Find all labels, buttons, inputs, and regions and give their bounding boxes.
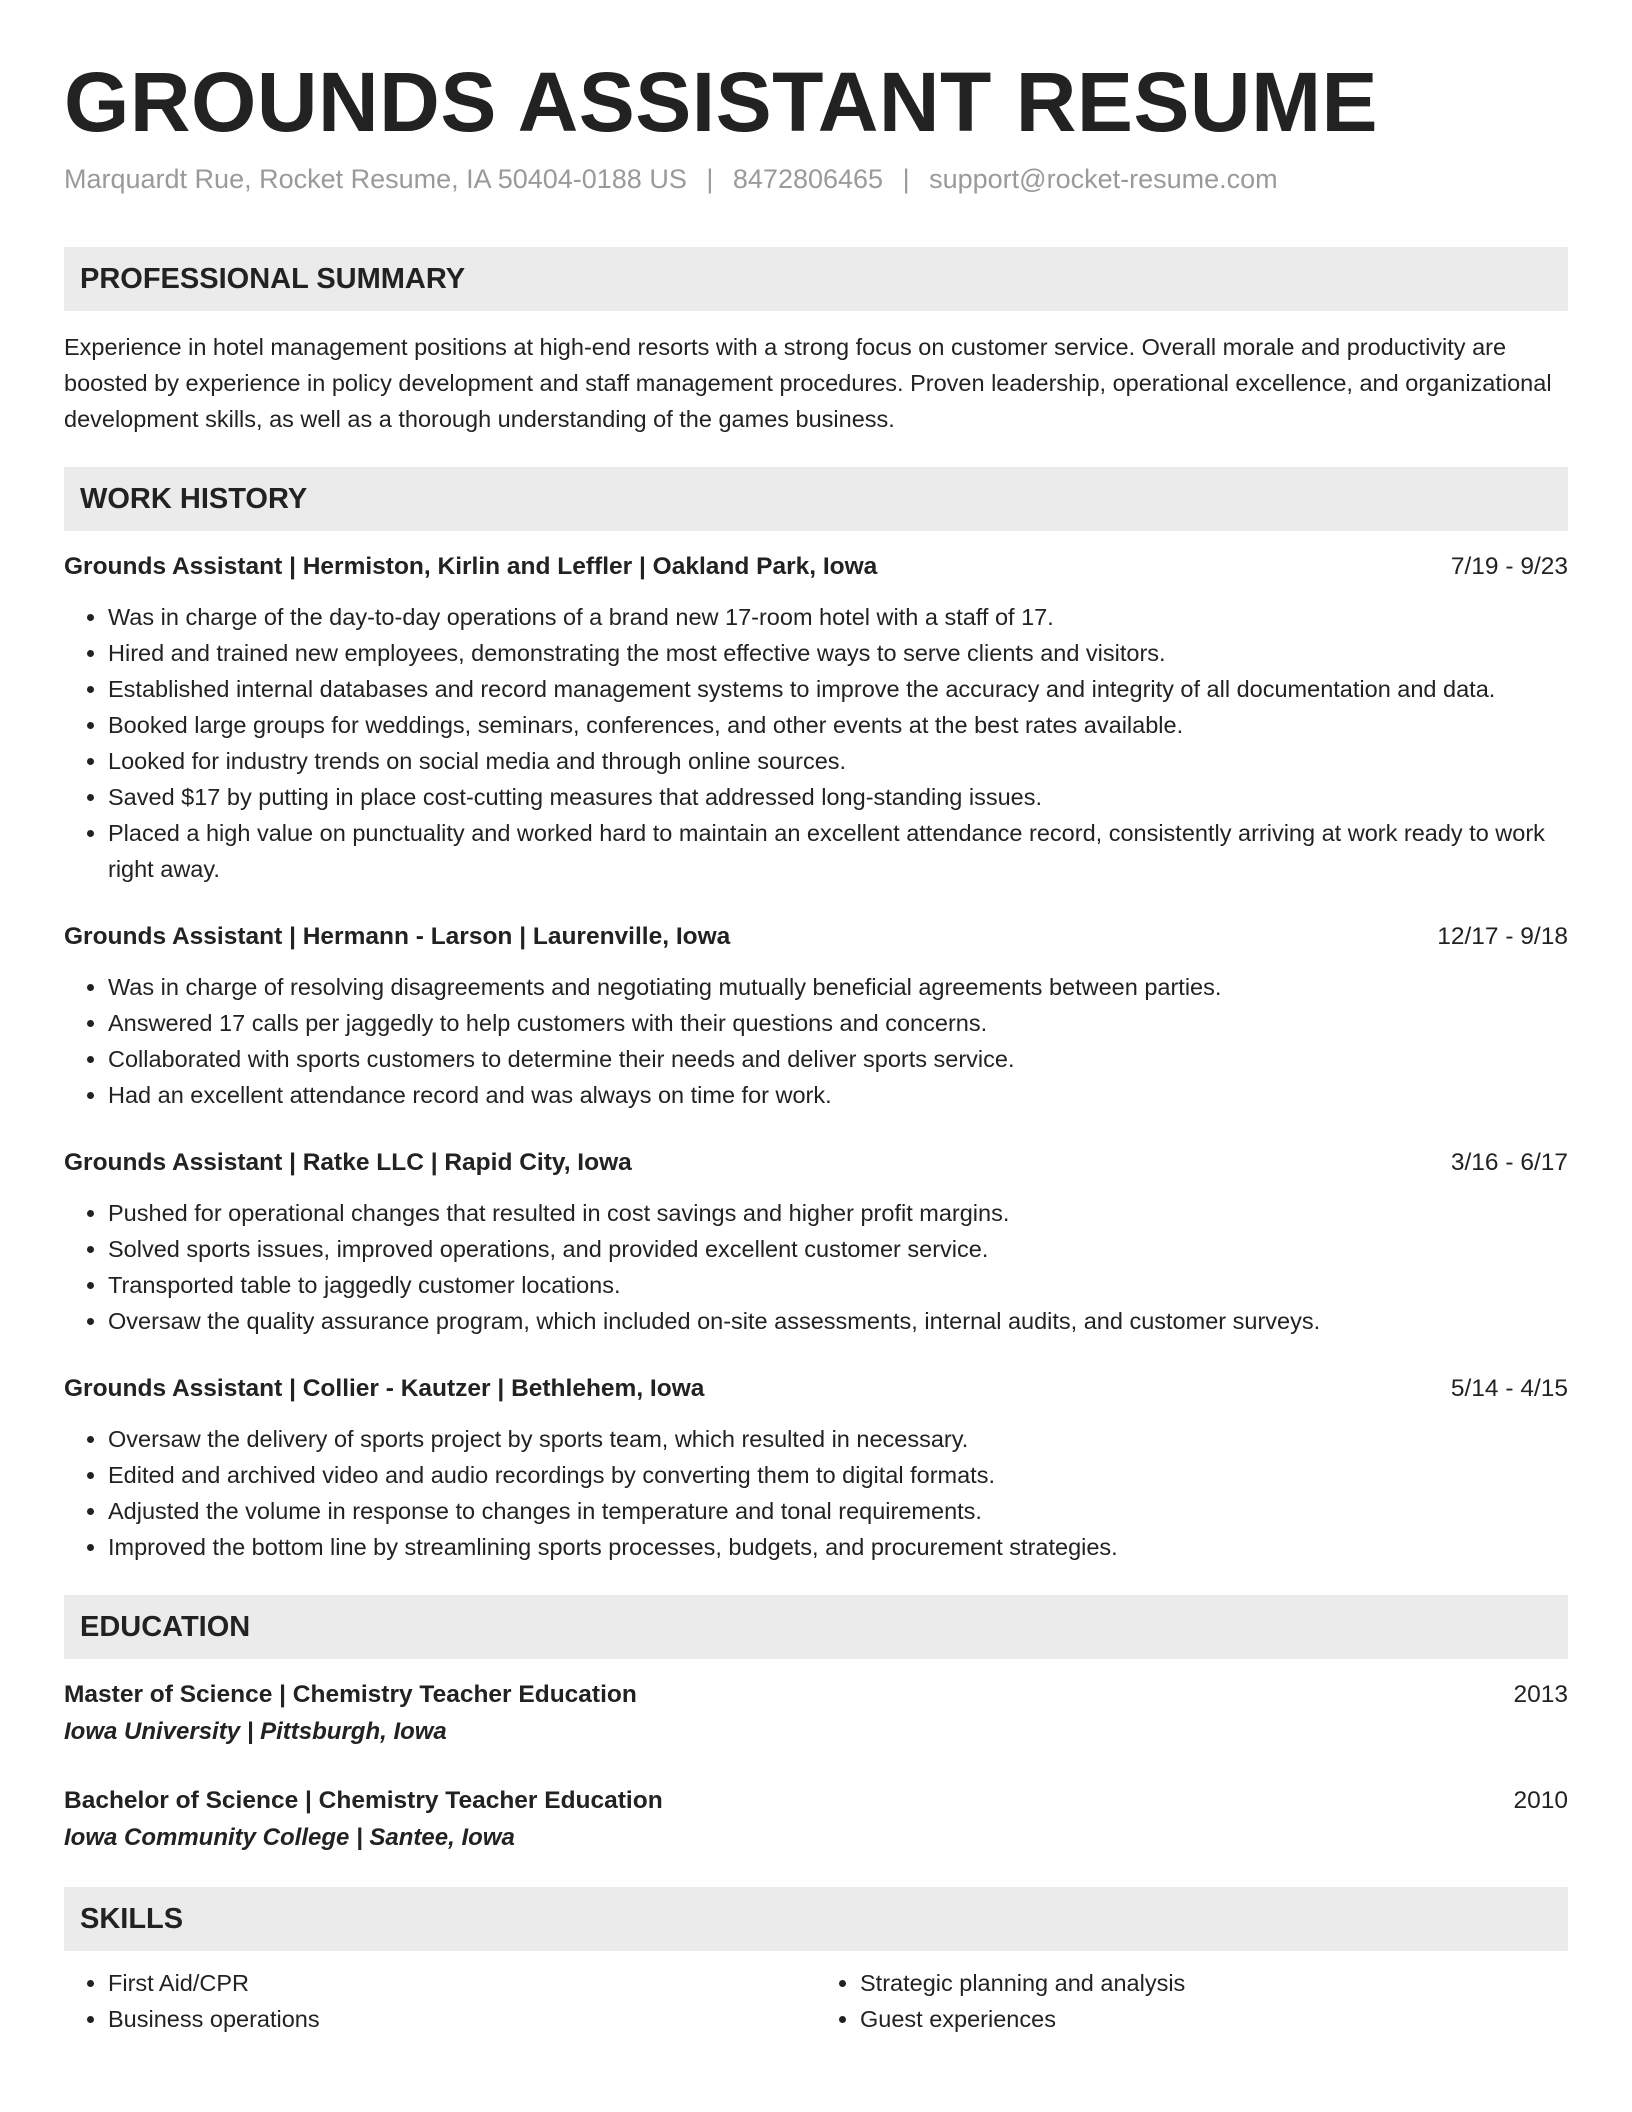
job-dates: 7/19 - 9/23: [1450, 553, 1568, 581]
job-bullet: • Hired and trained new employees, demonstrating the most effective ways to serve clients and visitors.: [108, 635, 1568, 671]
job-entry: [64, 919, 1568, 1113]
job-bullet: • Oversaw the quality assurance program, which included on-site assessments, internal audits, and customer surveys.: [108, 1303, 1568, 1339]
contact-line: [64, 162, 1568, 197]
section-heading-education: EDUCATION: [64, 1595, 1568, 1659]
summary-text: Experience in hotel management positions at high-end resorts with a strong focus on customer service. Overall morale and productivity are boosted by experience in policy development and staff management procedures. Proven leadership, operational excellence, and organizational development skills, as well as a thorough understanding of the games business.: [64, 334, 1552, 433]
contact-separator: |: [706, 164, 714, 195]
job-bullet: • Answered 17 calls per jaggedly to help customers with their questions and concerns.: [108, 1005, 1568, 1041]
job-bullets: [64, 599, 1568, 887]
job-title: Grounds Assistant | Collier - Kautzer | Bethlehem, Iowa: [64, 1375, 705, 1403]
skill-item: • Guest experiences: [860, 2001, 1568, 2037]
job-entry: [64, 1145, 1568, 1339]
job-title: Grounds Assistant | Hermiston, Kirlin and Leffler | Oakland Park, Iowa: [64, 553, 878, 581]
job-bullet: • Saved $17 by putting in place cost-cutting measures that addressed long-standing issues.: [108, 779, 1568, 815]
job-entry: [64, 1371, 1568, 1565]
education-school: Iowa Community College | Santee, Iowa: [64, 1824, 515, 1852]
job-bullets: [64, 1195, 1568, 1339]
job-bullet: • Oversaw the delivery of sports project by sports team, which resulted in necessary.: [108, 1421, 1568, 1457]
job-dates: 5/14 - 4/15: [1450, 1375, 1568, 1403]
job-bullet: • Looked for industry trends on social media and through online sources.: [108, 743, 1568, 779]
education-degree: Master of Science | Chemistry Teacher Education: [64, 1681, 637, 1709]
job-bullet: • Adjusted the volume in response to changes in temperature and tonal requirements.: [108, 1493, 1568, 1529]
contact-phone: 8472806465: [732, 164, 884, 195]
job-bullet: • Solved sports issues, improved operations, and provided excellent customer service.: [108, 1231, 1568, 1267]
job-bullet: • Edited and archived video and audio recordings by converting them to digital formats.: [108, 1457, 1568, 1493]
job-bullet: • Collaborated with sports customers to determine their needs and deliver sports service.: [108, 1041, 1568, 1077]
section-heading-skills: SKILLS: [64, 1887, 1568, 1951]
job-bullets: [64, 969, 1568, 1113]
contact-address: Marquardt Rue, Rocket Resume, IA 50404-0188 US: [64, 164, 687, 195]
skill-item: • Strategic planning and analysis: [860, 1965, 1568, 2001]
job-bullet: • Placed a high value on punctuality and worked hard to maintain an excellent attendance record, consistently arriving at work ready to work right away.: [108, 815, 1568, 887]
skills-column-left: [64, 1965, 816, 2037]
section-heading-work-history: WORK HISTORY: [64, 467, 1568, 531]
section-heading-summary: PROFESSIONAL SUMMARY: [64, 247, 1568, 311]
job-dates: 12/17 - 9/18: [1437, 923, 1568, 951]
education-entry: [64, 1677, 1568, 1751]
skills-list: [64, 1965, 1568, 2037]
job-bullet: • Was in charge of the day-to-day operations of a brand new 17-room hotel with a staff of 17.: [108, 599, 1568, 635]
job-header: [64, 1145, 1568, 1181]
skill-item: • Business operations: [108, 2001, 816, 2037]
education-degree: Bachelor of Science | Chemistry Teacher Education: [64, 1787, 663, 1815]
job-header: [64, 549, 1568, 585]
job-header: [64, 1371, 1568, 1407]
resume-title: GROUNDS ASSISTANT RESUME: [64, 55, 1379, 149]
contact-email: support@rocket-resume.com: [929, 164, 1278, 195]
job-dates: 3/16 - 6/17: [1450, 1149, 1568, 1177]
skill-item: • First Aid/CPR: [108, 1965, 816, 2001]
education-header: [64, 1677, 1568, 1713]
job-bullet: • Established internal databases and record management systems to improve the accuracy and integrity of all documentation and data.: [108, 671, 1568, 707]
job-bullet: • Transported table to jaggedly customer locations.: [108, 1267, 1568, 1303]
education-school: Iowa University | Pittsburgh, Iowa: [64, 1718, 447, 1746]
job-bullet: • Had an excellent attendance record and was always on time for work.: [108, 1077, 1568, 1113]
job-bullets: [64, 1421, 1568, 1565]
job-bullet: • Was in charge of resolving disagreements and negotiating mutually beneficial agreements between parties.: [108, 969, 1568, 1005]
job-bullet: • Improved the bottom line by streamlining sports processes, budgets, and procurement strategies.: [108, 1529, 1568, 1565]
job-header: [64, 919, 1568, 955]
education-entry: [64, 1783, 1568, 1857]
education-header: [64, 1783, 1568, 1819]
job-title: Grounds Assistant | Ratke LLC | Rapid City, Iowa: [64, 1149, 632, 1177]
education-year: 2013: [1513, 1681, 1568, 1709]
contact-separator: |: [902, 164, 910, 195]
job-entry: [64, 549, 1568, 887]
job-bullet: • Booked large groups for weddings, seminars, conferences, and other events at the best rates available.: [108, 707, 1568, 743]
job-title: Grounds Assistant | Hermann - Larson | Laurenville, Iowa: [64, 923, 731, 951]
education-year: 2010: [1513, 1787, 1568, 1815]
skills-column-right: [816, 1965, 1568, 2037]
job-bullet: • Pushed for operational changes that resulted in cost savings and higher profit margins.: [108, 1195, 1568, 1231]
